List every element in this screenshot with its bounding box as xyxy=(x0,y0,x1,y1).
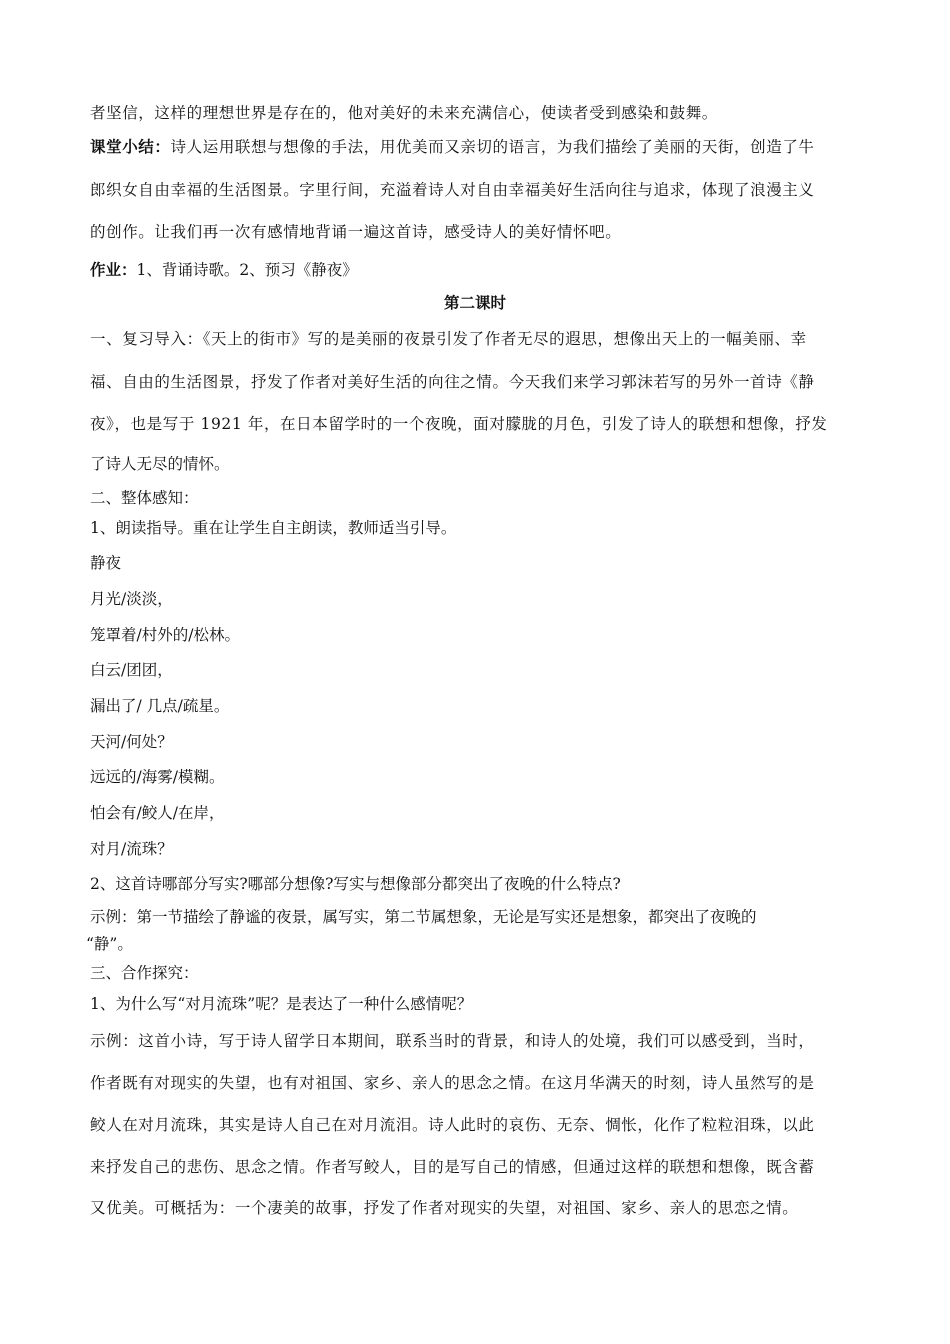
poem-line: 对月/流珠？ xyxy=(90,840,173,858)
poem-line: 怕会有/鲛人/在岸， xyxy=(90,804,225,822)
poem-line: 笼罩着/村外的/松林。 xyxy=(90,626,240,644)
review-line-2: 福、自由的生活图景，抒发了作者对美好生活的向往之情。今天我们来学习郭沫若写的另外一首诗《静 xyxy=(90,373,815,391)
section-title: 第二课时 xyxy=(443,294,506,312)
answer-2-line-2: “静”。 xyxy=(86,935,133,953)
poem-line: 白云/团团， xyxy=(90,661,173,679)
review-line-3: 夜》，也是写于 1921 年，在日本留学时的一个夜晚，面对朦胧的月色，引发了诗人的联想和想像，抒发 xyxy=(90,415,828,433)
review-line-4: 了诗人无尽的情怀。 xyxy=(90,455,230,473)
explore-answer-line: 鲛人在对月流珠，其实是诗人自己在对月流泪。诗人此时的哀伤、无奈、惆怅，化作了粒粒泪珠，以此 xyxy=(90,1116,815,1134)
review-line-1: 一、复习导入：《天上的街市》写的是美丽的夜景引发了作者无尽的遐思，想像出天上的一幅美丽、幸 xyxy=(90,330,807,348)
homework-label: 作业： xyxy=(90,261,137,279)
explore-answer-line: 又优美。可概括为：一个凄美的故事，抒发了作者对现实的失望，对祖国、家乡、亲人的思恋之情。 xyxy=(90,1199,799,1217)
poem-line: 天河/何处？ xyxy=(90,733,173,751)
answer-2-line-1: 示例：第一节描绘了静谧的夜景，属写实，第二节属想象，无论是写实还是想象，都突出了夜晚的 xyxy=(90,908,757,926)
explore-answer-line: 来抒发自己的悲伤、思念之情。作者写鲛人，目的是写自己的情感，但通过这样的联想和想像，既含蓄 xyxy=(90,1158,815,1176)
overall-step-1: 1、朗读指导。重在让学生自主朗读，教师适当引导。 xyxy=(90,519,457,537)
summary-line-3: 的创作。让我们再一次有感情地背诵一遍这首诗，感受诗人的美好情怀吧。 xyxy=(90,223,622,241)
homework-text: 1、背诵诗歌。2、预习《静夜》 xyxy=(136,261,358,279)
paragraph-line: 者坚信，这样的理想世界是存在的，他对美好的未来充满信心，使读者受到感染和鼓舞。 xyxy=(90,104,718,122)
homework-line xyxy=(90,260,358,280)
summary-label: 课堂小结： xyxy=(90,138,171,156)
poem-line: 远远的/海雾/模糊。 xyxy=(90,768,225,786)
poem-line: 漏出了/ 几点/疏星。 xyxy=(90,697,230,715)
summary-line-1 xyxy=(90,137,815,157)
question-2: 2、这首诗哪部分写实?哪部分想像?写实与想像部分都突出了夜晚的什么特点? xyxy=(90,875,621,893)
poem-line: 月光/淡淡， xyxy=(90,590,173,608)
summary-text: 诗人运用联想与想像的手法，用优美而又亲切的语言，为我们描绘了美丽的天街，创造了牛 xyxy=(170,138,815,156)
explore-answer-line: 示例：这首小诗，写于诗人留学日本期间，联系当时的背景，和诗人的处境，我们可以感受到，当时， xyxy=(90,1032,815,1050)
summary-line-2: 郎织女自由幸福的生活图景。字里行间，充溢着诗人对自由幸福美好生活向往与追求，体现了浪漫主义 xyxy=(90,181,815,199)
explore-heading: 三、合作探究： xyxy=(90,964,199,982)
poem-title: 静夜 xyxy=(90,554,122,572)
explore-question-1: 1、为什么写“对月流珠”呢？是表达了一种什么感情呢？ xyxy=(90,995,473,1013)
explore-answer-line: 作者既有对现实的失望，也有对祖国、家乡、亲人的思念之情。在这月华满天的时刻，诗人虽然写的是 xyxy=(90,1074,815,1092)
overall-heading: 二、整体感知： xyxy=(90,489,199,507)
